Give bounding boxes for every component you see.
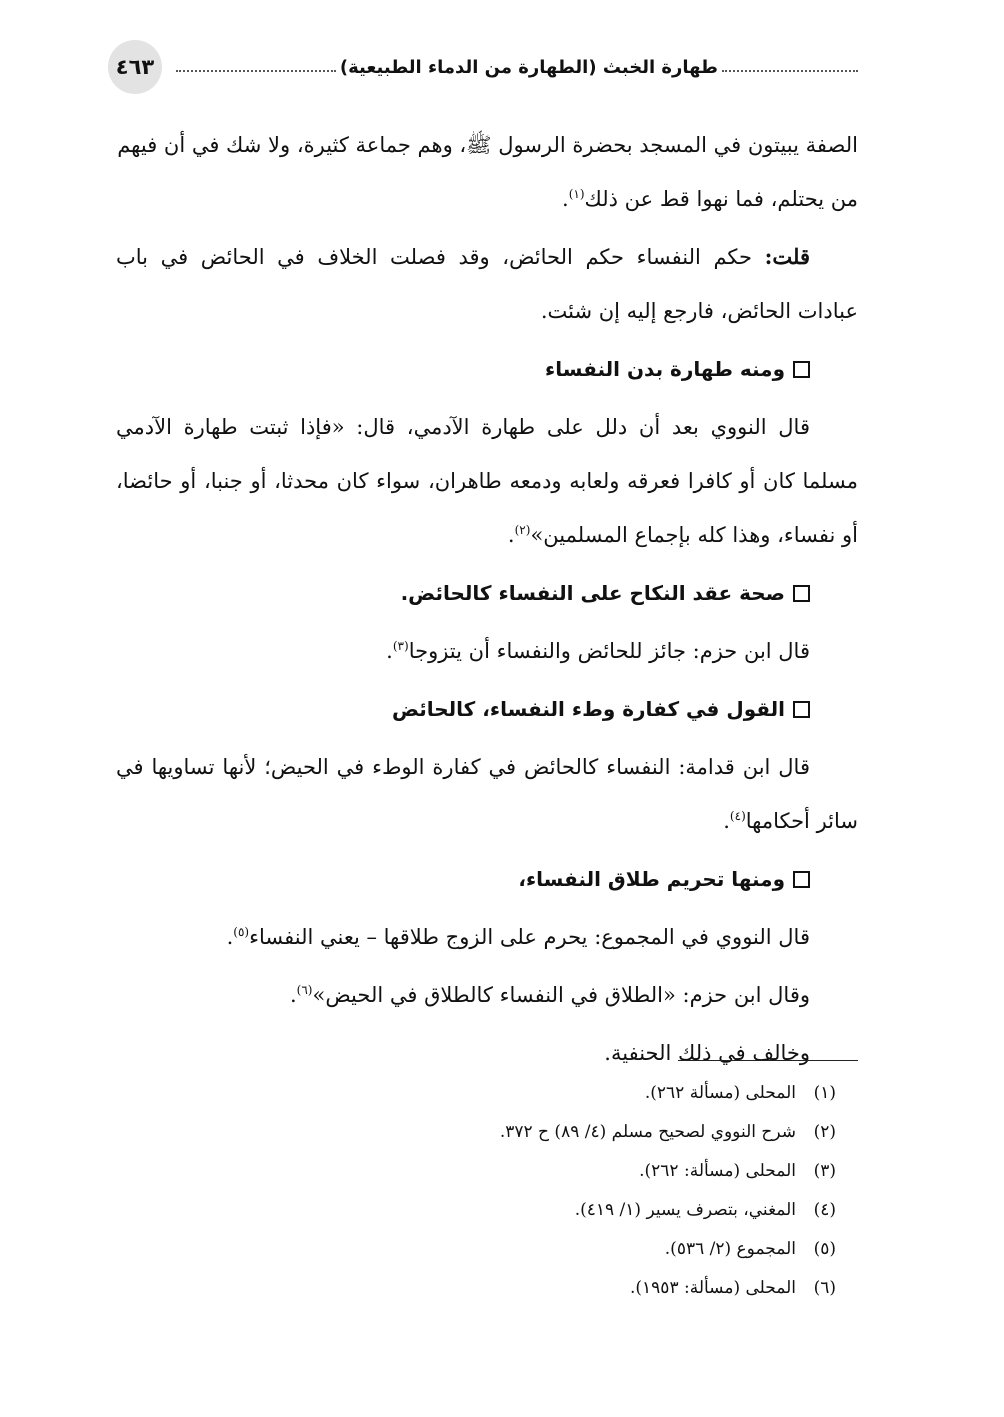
paragraph-2-text: حكم النفساء حكم الحائض، وقد فصلت الخلاف في الحائض في باب عبادات الحائض، فارجع إليه إن شئت. (116, 245, 858, 323)
paragraph-7-end: . (289, 983, 297, 1007)
footnote-ref-6[interactable]: (٦) (296, 983, 313, 997)
footnote-ref-4[interactable]: (٤) (729, 809, 746, 823)
footnote-item (116, 1191, 858, 1230)
footnote-text: المحلى (مسألة ٢٦٢). (644, 1083, 796, 1103)
checkbox-bullet-icon (793, 585, 810, 602)
footnote-text: المحلى (مسألة: ٢٦٢). (639, 1161, 796, 1181)
paragraph-1-line-1: الصفة يبيتون في المسجد بحضرة الرسول ﷺ، وهم جماعة كثيرة، ولا شك في أن فيهم (117, 133, 858, 157)
paragraph-6-text: قال النووي في المجموع: يحرم على الزوج طلاقها – يعني النفساء (249, 925, 810, 949)
footnote-number: (١) (813, 1083, 836, 1103)
paragraph-5-text: قال ابن قدامة: النفساء كالحائض في كفارة الوطء في الحيض؛ لأنها تساويها في سائر أحكامها (116, 755, 858, 833)
footnote-text: المجموع (٢/ ٥٣٦). (664, 1239, 796, 1259)
footnote-ref-1[interactable]: (١) (568, 187, 585, 201)
paragraph-6 (116, 910, 858, 964)
section-heading-1-text: ومنه طهارة بدن النفساء (544, 357, 785, 381)
paragraph-1 (116, 118, 858, 226)
section-heading-expiation (116, 682, 858, 736)
footnotes (116, 1074, 858, 1308)
footnote-ref-3[interactable]: (٣) (392, 639, 409, 653)
checkbox-bullet-icon (793, 871, 810, 888)
running-header (108, 40, 858, 96)
paragraph-3-end: . (507, 523, 515, 547)
paragraph-4-end: . (386, 639, 393, 663)
footnote-ref-2[interactable]: (٢) (514, 523, 531, 537)
paragraph-3-text: قال النووي بعد أن دلل على طهارة الآدمي، قال: «فإذا ثبتت طهارة الآدمي مسلما كان أو كافرا فعرقه ولعابه ودمعه طاهران، سواء كان محدثا، أو جنبا، أو حائضا، أو نفساء، وهذا كله بإجماع المسلمين» (116, 415, 858, 547)
paragraph-3 (116, 400, 858, 562)
checkbox-bullet-icon (793, 361, 810, 378)
section-heading-divorce (116, 852, 858, 906)
paragraph-2-lead: قلت: (764, 244, 810, 269)
section-heading-3-text: القول في كفارة وطء النفساء، كالحائض (391, 697, 785, 721)
paragraph-7-text: وقال ابن حزم: «الطلاق في النفساء كالطلاق في الحيض» (312, 983, 810, 1007)
footnote-separator (678, 1060, 858, 1061)
footnote-text: المحلى (مسألة: ١٩٥٣). (630, 1278, 796, 1298)
paragraph-5-end: . (723, 809, 730, 833)
paragraph-5 (116, 740, 858, 848)
footnote-item (116, 1152, 858, 1191)
footnote-item (116, 1113, 858, 1152)
footnote-item (116, 1269, 858, 1308)
section-heading-marriage (116, 566, 858, 620)
section-heading-4-text: ومنها تحريم طلاق النفساء، (518, 867, 785, 891)
main-text (116, 118, 858, 1084)
paragraph-4 (116, 624, 858, 678)
header-title: طهارة الخبث (الطهارة من الدماء الطبيعية) (339, 56, 718, 78)
footnote-ref-5[interactable]: (٥) (233, 925, 250, 939)
header-title-line (176, 52, 858, 82)
footnote-number: (٥) (813, 1239, 836, 1259)
paragraph-8 (116, 1026, 858, 1080)
paragraph-2 (116, 230, 858, 338)
paragraph-1-end: . (562, 187, 569, 211)
paragraph-4-text: قال ابن حزم: جائز للحائض والنفساء أن يتزوجا (408, 639, 810, 663)
section-heading-2-text: صحة عقد النكاح على النفساء كالحائض. (400, 581, 785, 605)
paragraph-8-text: وخالف في ذلك الحنفية. (604, 1041, 810, 1065)
paragraph-6-end: . (226, 925, 234, 949)
section-heading-body-purity (116, 342, 858, 396)
footnote-number: (٣) (813, 1161, 836, 1181)
page-number-badge: ٤٦٣ (108, 40, 162, 94)
footnote-number: (٦) (813, 1278, 836, 1298)
footnote-item (116, 1074, 858, 1113)
leader-dots-right (722, 70, 858, 74)
footnote-item (116, 1230, 858, 1269)
paragraph-1-line-2: من يحتلم، فما نهوا قط عن ذلك (584, 187, 858, 211)
paragraph-7 (116, 968, 858, 1022)
footnote-number: (٤) (813, 1200, 836, 1220)
footnote-text: شرح النووي لصحيح مسلم (٤/ ٨٩) ح ٣٧٢. (499, 1122, 796, 1142)
checkbox-bullet-icon (793, 701, 810, 718)
footnote-text: المغني، بتصرف يسير (١/ ٤١٩). (574, 1200, 796, 1220)
footnote-number: (٢) (813, 1122, 836, 1142)
leader-dots-left (176, 70, 336, 74)
